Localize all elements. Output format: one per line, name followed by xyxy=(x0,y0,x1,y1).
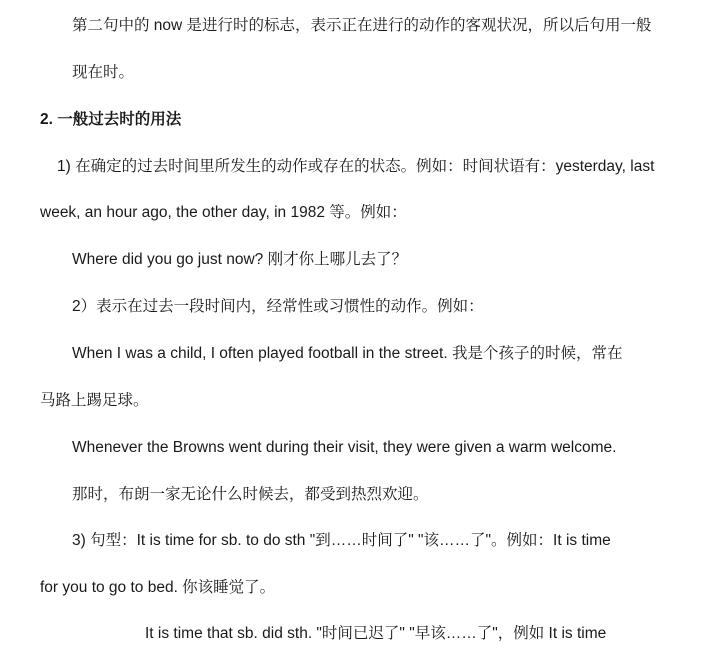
paragraph-line: 3) 句型：It is time for sb. to do sth "到……时间了" "该……了"。例如：It is time xyxy=(72,532,611,549)
example-line: When I was a child, I often played football in the street. 我是个孩子的时候，常在 xyxy=(72,345,623,362)
paragraph-line: It is time that sb. did sth. "时间已迟了" "早该……了"，例如 It is time xyxy=(145,625,607,642)
paragraph-line: 2）表示在过去一段时间内，经常性或习惯性的动作。例如： xyxy=(72,298,484,315)
example-line: 马路上踢足球。 xyxy=(40,392,149,409)
paragraph-line: 1) 在确定的过去时间里所发生的动作或存在的状态。例如：时间状语有：yesterday, last xyxy=(57,158,655,175)
example-line: for you to go to bed. 你该睡觉了。 xyxy=(40,579,276,596)
example-line: Where did you go just now? 刚才你上哪儿去了？ xyxy=(72,251,408,268)
example-line: 那时，布朗一家无论什么时候去，都受到热烈欢迎。 xyxy=(72,486,429,503)
section-heading: 2. 一般过去时的用法 xyxy=(40,111,182,128)
paragraph-line: week, an hour ago, the other day, in 1982 等。例如： xyxy=(40,204,407,221)
example-line: Whenever the Browns went during their visit, they were given a warm welcome. xyxy=(72,439,617,456)
paragraph-line: 第二句中的 now 是进行时的标志，表示正在进行的动作的客观状况，所以后句用一般 xyxy=(72,17,652,34)
paragraph-line: 现在时。 xyxy=(72,64,135,81)
